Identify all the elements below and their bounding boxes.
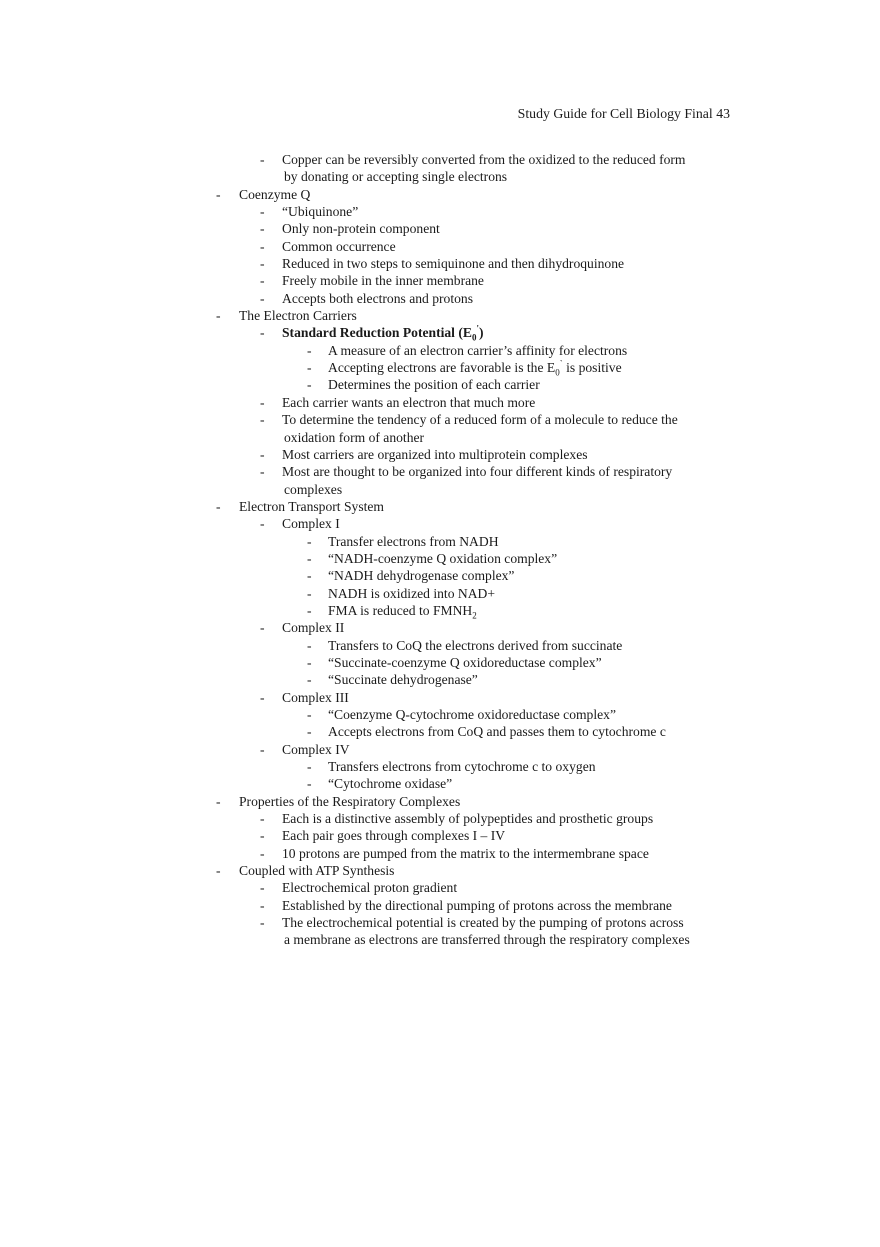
outline-item-text: Standard Reduction Potential $(E_0')$ — [282, 323, 484, 344]
bullet-dash: - — [307, 707, 312, 722]
outline-item — [0, 723, 880, 740]
bullet-dash: - — [260, 256, 265, 272]
outline-item-text: “Cytochrome oxidase” — [328, 776, 453, 792]
outline-item-text: Complex IV — [282, 741, 350, 757]
outline-item — [0, 671, 880, 688]
outline-item-text: A measure of an electron carrier’s affinity for electrons — [328, 342, 628, 358]
bullet-dash: - — [307, 585, 312, 601]
outline-item — [0, 845, 880, 862]
outline-item-continuation: oxidation form of another — [284, 429, 425, 445]
outline-item — [0, 793, 880, 810]
bullet-dash: - — [260, 516, 265, 532]
bullet-dash: - — [216, 308, 221, 324]
outline-item — [0, 290, 880, 307]
outline-item — [0, 394, 880, 411]
bullet-dash: - — [307, 550, 312, 566]
outline-item-text: Each pair goes through complexes I – IV — [282, 828, 506, 844]
outline-item — [0, 637, 880, 654]
outline-item-text: To determine the tendency of a reduced form of a molecule to reduce the — [282, 412, 678, 428]
outline-item — [0, 533, 880, 550]
outline-item-text: “Succinate dehydrogenase” — [328, 672, 478, 688]
page-header: Study Guide for Cell Biology Final 43 — [517, 106, 730, 121]
bullet-dash: - — [307, 533, 312, 549]
bullet-dash: - — [260, 741, 265, 757]
outline-item — [0, 342, 880, 359]
outline-item-text: Accepting electrons are favorable is the $E_0^`$ is positive — [328, 358, 622, 378]
outline-item — [0, 151, 880, 186]
outline-item-text: Electron Transport System — [239, 498, 384, 514]
outline-item-text: NADH is oxidized into NAD+ — [328, 585, 496, 601]
bullet-dash: - — [260, 897, 265, 913]
outline-item-text: Transfers electrons from cytochrome c to oxygen — [328, 759, 596, 775]
outline-item — [0, 775, 880, 792]
outline-item — [0, 879, 880, 896]
bullet-dash: - — [307, 672, 312, 688]
bullet-dash: - — [260, 845, 265, 861]
bullet-dash: - — [307, 637, 312, 653]
outline-item-text: Coupled with ATP Synthesis — [239, 863, 395, 879]
outline-item — [0, 272, 880, 289]
bullet-dash: - — [260, 204, 265, 220]
outline-item-continuation: complexes — [284, 481, 343, 497]
outline-item-text: “Succinate-coenzyme Q oxidoreductase complex” — [328, 654, 602, 670]
outline-item-text: Transfer electrons from NADH — [328, 533, 499, 549]
outline-item — [0, 255, 880, 272]
bullet-dash: - — [307, 776, 312, 792]
outline-item-text: Each is a distinctive assembly of polypeptides and prosthetic groups — [282, 811, 654, 827]
outline-item-text: Coenzyme Q — [239, 186, 311, 202]
outline-list — [0, 151, 880, 949]
outline-item — [0, 914, 880, 949]
outline-item — [0, 758, 880, 775]
outline-item — [0, 862, 880, 879]
outline-item — [0, 463, 880, 498]
outline-item — [0, 619, 880, 636]
outline-item-continuation: a membrane as electrons are transferred through the respiratory complexes — [284, 932, 690, 948]
outline-item — [0, 741, 880, 758]
outline-item-text: The Electron Carriers — [239, 308, 357, 324]
outline-item — [0, 186, 880, 203]
outline-item — [0, 515, 880, 532]
bullet-dash: - — [260, 689, 265, 705]
outline-item — [0, 411, 880, 446]
outline-item — [0, 567, 880, 584]
bullet-dash: - — [260, 880, 265, 896]
bullet-dash: - — [260, 221, 265, 237]
bullet-dash: - — [260, 394, 265, 410]
outline-item-text: Common occurrence — [282, 238, 396, 254]
bullet-dash: - — [260, 325, 265, 341]
bullet-dash: - — [260, 915, 265, 931]
outline-item — [0, 706, 880, 723]
outline-item-text: Complex II — [282, 620, 345, 636]
outline-item-text: Freely mobile in the inner membrane — [282, 273, 484, 289]
bullet-dash: - — [260, 290, 265, 306]
bullet-dash: - — [307, 568, 312, 584]
bullet-dash: - — [260, 620, 265, 636]
bullet-dash: - — [307, 377, 312, 393]
outline-item-text: Reduced in two steps to semiquinone and then dihydroquinone — [282, 256, 625, 272]
outline-item — [0, 550, 880, 567]
outline-item-text: “Coenzyme Q-cytochrome oxidoreductase complex” — [328, 707, 616, 722]
bullet-dash: - — [307, 602, 312, 618]
bullet-dash: - — [216, 498, 221, 514]
bullet-dash: - — [307, 654, 312, 670]
bullet-dash: - — [260, 464, 265, 480]
bullet-dash: - — [216, 186, 221, 202]
bullet-dash: - — [307, 360, 312, 376]
bullet-dash: - — [260, 828, 265, 844]
bullet-dash: - — [260, 273, 265, 289]
outline-item — [0, 376, 880, 393]
outline-item-text: Properties of the Respiratory Complexes — [239, 793, 461, 809]
bullet-dash: - — [260, 446, 265, 462]
bullet-dash: - — [260, 412, 265, 428]
outline-item-text: Determines the position of each carrier — [328, 377, 540, 393]
outline-item-text: FMA is reduced to $FMNH_2$ — [328, 602, 477, 621]
outline-item-text: Copper can be reversibly converted from the oxidized to the reduced form — [282, 152, 686, 167]
outline-item — [0, 602, 880, 619]
outline-item-text: Most are thought to be organized into four different kinds of respiratory — [282, 464, 673, 480]
outline-item-text: 10 protons are pumped from the matrix to the intermembrane space — [282, 845, 649, 861]
bullet-dash: - — [260, 152, 265, 167]
outline-item-text: “NADH dehydrogenase complex” — [328, 568, 515, 584]
outline-item-text: The electrochemical potential is created by the pumping of protons across — [282, 915, 684, 931]
outline-item-text: Accepts electrons from CoQ and passes them to cytochrome c — [328, 724, 666, 740]
outline-item-text: Established by the directional pumping of protons across the membrane — [282, 897, 672, 913]
outline-item-text: Transfers to CoQ the electrons derived from succinate — [328, 637, 623, 653]
bullet-dash: - — [216, 863, 221, 879]
outline-item — [0, 203, 880, 220]
outline-item — [0, 689, 880, 706]
outline-item-text: “Ubiquinone” — [282, 204, 359, 220]
outline-item — [0, 307, 880, 324]
bullet-dash: - — [260, 238, 265, 254]
outline-item — [0, 585, 880, 602]
outline-item-text: Most carriers are organized into multiprotein complexes — [282, 446, 588, 462]
bullet-dash: - — [216, 793, 221, 809]
outline-item-text: Complex III — [282, 689, 349, 705]
bullet-dash: - — [260, 811, 265, 827]
bullet-dash: - — [307, 759, 312, 775]
outline-item — [0, 827, 880, 844]
outline-item — [0, 359, 880, 376]
outline-item-text: Only non-protein component — [282, 221, 440, 237]
bullet-dash: - — [307, 342, 312, 358]
outline-item — [0, 810, 880, 827]
outline-item-text: Electrochemical proton gradient — [282, 880, 458, 896]
outline-item — [0, 654, 880, 671]
outline-item — [0, 220, 880, 237]
bullet-dash: - — [307, 724, 312, 740]
outline-item-text: Complex I — [282, 516, 340, 532]
outline-item — [0, 897, 880, 914]
outline-item — [0, 446, 880, 463]
outline-item — [0, 498, 880, 515]
outline-item-text: Each carrier wants an electron that much more — [282, 394, 536, 410]
outline-item-text: “NADH-coenzyme Q oxidation complex” — [328, 550, 558, 566]
outline-item-text: Accepts both electrons and protons — [282, 290, 474, 306]
outline-item — [0, 323, 880, 344]
outline-item-continuation: by donating or accepting single electrons — [284, 169, 508, 185]
outline-item — [0, 238, 880, 255]
